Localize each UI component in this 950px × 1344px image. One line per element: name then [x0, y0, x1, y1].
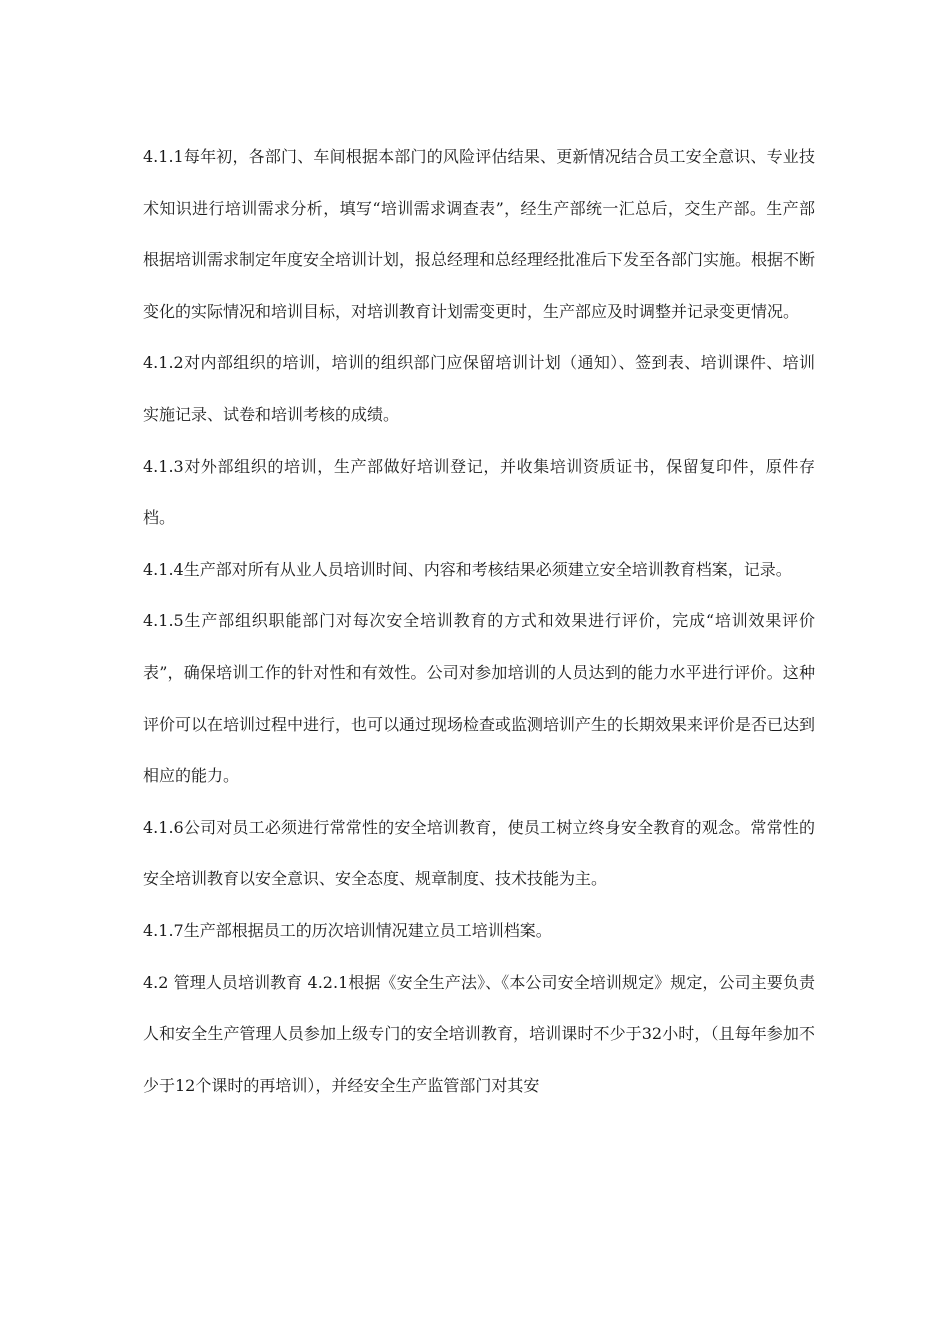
document-body: [143, 131, 815, 1111]
paragraph-4-1-2: 4.1.2对内部组织的培训，培训的组织部门应保留培训计划（通知）、签到表、培训课件、培训实施记录、试卷和培训考核的成绩。: [143, 353, 815, 424]
paragraph-4-1-1: 4.1.1每年初，各部门、车间根据本部门的风险评估结果、更新情况结合员工安全意识、专业技术知识进行培训需求分析，填写“培训需求调查表”，经生产部统一汇总后，交生产部。生产部根据培训需求制定年度安全培训计划，报总经理和总经理经批准后下发至各部门实施。根据不断变化的实际情况和培训目标，对培训教育计划需变更时，生产部应及时调整并记录变更情况。: [143, 147, 816, 321]
paragraph-4-1-3: 4.1.3对外部组织的培训，生产部做好培训登记，并收集培训资质证书，保留复印件，原件存档。: [143, 456, 815, 528]
paragraph-4-1-4: 4.1.4生产部对所有从业人员培训时间、内容和考核结果必须建立安全培训教育档案，记录。: [143, 559, 792, 579]
paragraph-4-1-7: 4.1.7生产部根据员工的历次培训情况建立员工培训档案。: [143, 920, 552, 940]
paragraph-4-1-5: 4.1.5生产部组织职能部门对每次安全培训教育的方式和效果进行评价，完成“培训效果评价表”，确保培训工作的针对性和有效性。公司对参加培训的人员达到的能力水平进行评价。这种评价可以在培训过程中进行，也可以通过现场检查或监测培训产生的长期效果来评价是否已达到相应的能力。: [143, 611, 816, 786]
paragraph-4-1-6: 4.1.6公司对员工必须进行常常性的安全培训教育，使员工树立终身安全教育的观念。常常性的安全培训教育以安全意识、安全态度、规章制度、技术技能为主。: [143, 817, 815, 889]
paragraph-4-2: 4.2 管理人员培训教育 4.2.1根据《安全生产法》、《本公司安全培训规定》规定，公司主要负责人和安全生产管理人员参加上级专门的安全培训教育，培训课时不少于32小时，（且每年参加不少于12个课时的再培训），并经安全生产监管部门对其安: [143, 972, 815, 1095]
